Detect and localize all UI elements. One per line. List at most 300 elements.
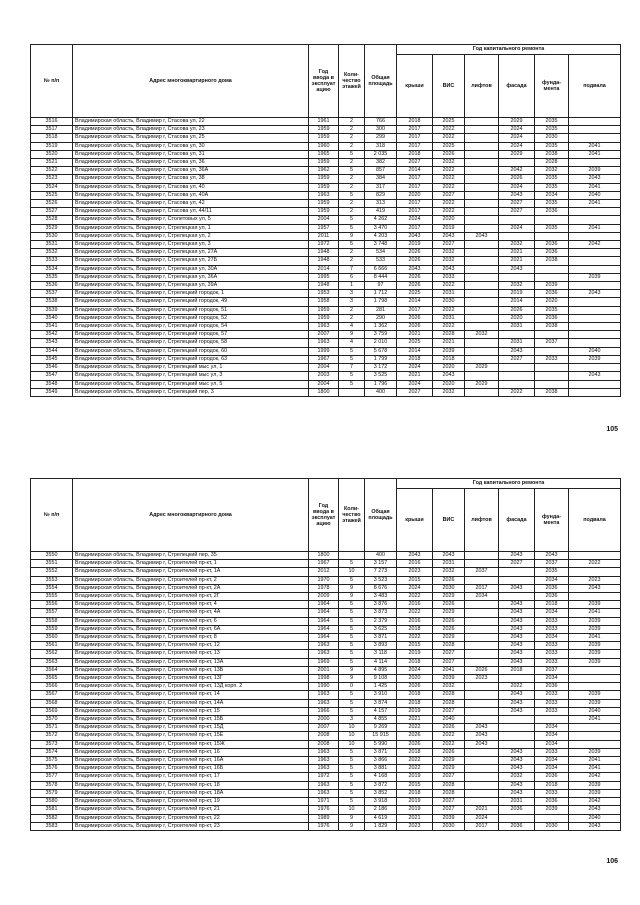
cell-lift (465, 642, 499, 650)
cell-basement: 2039 (569, 642, 621, 650)
cell-address: Владимирская область, Владимир г, Стрелецкая ул, 36А (73, 273, 309, 281)
cell-lift (465, 625, 499, 633)
cell-number: 3548 (31, 380, 73, 388)
cell-address: Владимирская область, Владимир г, Столетовых ул, 5 (73, 216, 309, 224)
cell-foundation: 2033 (535, 625, 569, 633)
cell-vis: 2020 (433, 216, 465, 224)
cell-lift (465, 609, 499, 617)
cell-foundation: 2033 (535, 355, 569, 363)
table-row (31, 552, 621, 560)
cell-foundation: 2035 (535, 568, 569, 576)
cell-lift (465, 658, 499, 666)
cell-roof: 2017 (397, 126, 433, 134)
cell-foundation (535, 265, 569, 273)
table-row (31, 290, 621, 298)
cell-year: 1948 (309, 282, 339, 290)
cell-number: 3579 (31, 789, 73, 797)
cell-area: 9 108 (365, 675, 397, 683)
cell-address: Владимирская область, Владимир г, Стасова ул, 40 (73, 183, 309, 191)
cell-basement: 2040 (569, 347, 621, 355)
table-row (31, 789, 621, 797)
repair-table (30, 44, 621, 397)
cell-address: Владимирская область, Владимир г, Строителей пр-кт, 1 (73, 560, 309, 568)
cell-vis: 2033 (433, 273, 465, 281)
cell-address: Владимирская область, Владимир г, Строителей пр-кт, 15Б (73, 716, 309, 724)
cell-floors: 2 (339, 208, 365, 216)
cell-number: 3525 (31, 191, 73, 199)
cell-address: Владимирская область, Владимир г, Стасова ул, 38 (73, 175, 309, 183)
header-lift: лифтов (465, 489, 499, 552)
cell-floors: 2 (339, 142, 365, 150)
cell-facade: 2043 (499, 781, 535, 789)
cell-floors: 5 (339, 789, 365, 797)
cell-facade: 2018 (499, 666, 535, 674)
cell-year: 1976 (309, 822, 339, 830)
cell-number: 3558 (31, 617, 73, 625)
cell-number: 3557 (31, 609, 73, 617)
cell-basement: 2043 (569, 584, 621, 592)
table-row (31, 748, 621, 756)
cell-roof: 2026 (397, 273, 433, 281)
cell-facade: 2026 (499, 306, 535, 314)
cell-lift: 2024 (465, 814, 499, 822)
cell-foundation: 2033 (535, 658, 569, 666)
cell-foundation: 2034 (535, 765, 569, 773)
table-row (31, 642, 621, 650)
cell-number: 3578 (31, 781, 73, 789)
cell-facade (499, 232, 535, 240)
cell-foundation: 2034 (535, 675, 569, 683)
cell-number: 3517 (31, 126, 73, 134)
cell-year: 2009 (309, 593, 339, 601)
cell-vis: 2026 (433, 625, 465, 633)
cell-address: Владимирская область, Владимир г, Стрелецкая ул, 30А (73, 265, 309, 273)
cell-number: 3537 (31, 290, 73, 298)
cell-year: 2004 (309, 216, 339, 224)
cell-lift: 2029 (465, 380, 499, 388)
cell-foundation: 2039 (535, 806, 569, 814)
cell-lift: 2026 (465, 666, 499, 674)
cell-area: 3 525 (365, 372, 397, 380)
cell-vis: 2020 (433, 364, 465, 372)
cell-number: 3581 (31, 806, 73, 814)
cell-floors (339, 552, 365, 560)
cell-number: 3556 (31, 601, 73, 609)
cell-number: 3550 (31, 552, 73, 560)
cell-roof: 2019 (397, 241, 433, 249)
cell-floors: 5 (339, 150, 365, 158)
cell-address: Владимирская область, Владимир г, Строителей пр-кт, 2А (73, 584, 309, 592)
cell-basement (569, 216, 621, 224)
cell-basement: 2041 (569, 609, 621, 617)
cell-basement: 2039 (569, 273, 621, 281)
cell-year: 2014 (309, 265, 339, 273)
cell-area: 317 (365, 183, 397, 191)
cell-lift: 2043 (465, 732, 499, 740)
cell-area: 6 666 (365, 265, 397, 273)
cell-area: 4 619 (365, 814, 397, 822)
cell-facade: 2026 (499, 175, 535, 183)
cell-year: 1963 (309, 323, 339, 331)
cell-foundation: 2033 (535, 617, 569, 625)
table-row (31, 634, 621, 642)
cell-lift (465, 208, 499, 216)
cell-floors: 5 (339, 617, 365, 625)
cell-basement (569, 364, 621, 372)
cell-roof: 2018 (397, 355, 433, 363)
cell-floors: 9 (339, 814, 365, 822)
table-body (31, 552, 621, 831)
cell-address: Владимирская область, Владимир г, Стрелецкий городок, 51 (73, 306, 309, 314)
cell-lift (465, 323, 499, 331)
cell-lift (465, 355, 499, 363)
cell-basement (569, 249, 621, 257)
cell-address: Владимирская область, Владимир г, Стасова ул, 30 (73, 142, 309, 150)
cell-facade: 2043 (499, 552, 535, 560)
cell-address: Владимирская область, Владимир г, Строителей пр-кт, 6А (73, 625, 309, 633)
cell-area: 3 881 (365, 765, 397, 773)
cell-facade: 2024 (499, 183, 535, 191)
cell-facade (499, 273, 535, 281)
cell-number: 3521 (31, 159, 73, 167)
cell-foundation: 2018 (535, 781, 569, 789)
cell-basement: 2039 (569, 748, 621, 756)
cell-address: Владимирская область, Владимир г, Стрелецкая ул, 2 (73, 232, 309, 240)
cell-facade (499, 380, 535, 388)
cell-year: 2000 (309, 716, 339, 724)
cell-facade: 2027 (499, 208, 535, 216)
cell-number: 3545 (31, 355, 73, 363)
cell-area: 3 910 (365, 691, 397, 699)
cell-number: 3518 (31, 134, 73, 142)
table-row (31, 773, 621, 781)
cell-vis: 2022 (433, 323, 465, 331)
cell-facade (499, 331, 535, 339)
table-row (31, 159, 621, 167)
cell-area: 3 874 (365, 699, 397, 707)
cell-number: 3551 (31, 560, 73, 568)
cell-vis: 2022 (433, 732, 465, 740)
cell-vis: 2028 (433, 789, 465, 797)
cell-facade: 2032 (499, 282, 535, 290)
cell-area: 15 915 (365, 732, 397, 740)
cell-vis: 2029 (433, 593, 465, 601)
cell-basement (569, 568, 621, 576)
cell-foundation (535, 347, 569, 355)
cell-vis: 2030 (433, 584, 465, 592)
cell-area: 290 (365, 314, 397, 322)
cell-floors: 5 (339, 601, 365, 609)
cell-vis: 2027 (433, 650, 465, 658)
cell-vis: 2027 (433, 806, 465, 814)
cell-floors: 5 (339, 355, 365, 363)
cell-floors: 5 (339, 609, 365, 617)
header-repair-group: Год капитального ремонта (397, 479, 621, 489)
cell-number: 3519 (31, 142, 73, 150)
table-row (31, 625, 621, 633)
cell-lift (465, 683, 499, 691)
cell-floors: 2 (339, 257, 365, 265)
cell-area: 400 (365, 552, 397, 560)
cell-number: 3569 (31, 707, 73, 715)
table-row (31, 658, 621, 666)
cell-basement: 2041 (569, 757, 621, 765)
cell-area: 534 (365, 249, 397, 257)
cell-foundation: 2037 (535, 339, 569, 347)
cell-lift: 2034 (465, 593, 499, 601)
cell-basement (569, 740, 621, 748)
table-row (31, 814, 621, 822)
table-row (31, 306, 621, 314)
cell-foundation: 2034 (535, 740, 569, 748)
header-number: № п/п (31, 479, 73, 552)
cell-foundation (535, 216, 569, 224)
cell-foundation: 2034 (535, 732, 569, 740)
cell-facade: 2022 (499, 388, 535, 396)
cell-floors: 10 (339, 568, 365, 576)
page-number: 105 (606, 426, 618, 433)
cell-area: 1 799 (365, 355, 397, 363)
cell-year: 1963 (309, 748, 339, 756)
cell-basement: 2042 (569, 241, 621, 249)
cell-address: Владимирская область, Владимир г, Стрелецкий мыс ул, 1 (73, 364, 309, 372)
cell-roof: 2015 (397, 642, 433, 650)
cell-number: 3559 (31, 625, 73, 633)
cell-lift (465, 167, 499, 175)
cell-roof: 2026 (397, 732, 433, 740)
cell-year: 1963 (309, 765, 339, 773)
cell-lift (465, 282, 499, 290)
cell-roof: 2016 (397, 601, 433, 609)
cell-foundation: 2035 (535, 200, 569, 208)
cell-lift: 2043 (465, 740, 499, 748)
cell-area: 3 918 (365, 798, 397, 806)
cell-roof: 2025 (397, 339, 433, 347)
cell-basement: 2043 (569, 806, 621, 814)
cell-basement: 2022 (569, 560, 621, 568)
cell-area: 3 523 (365, 576, 397, 584)
cell-roof: 2024 (397, 216, 433, 224)
cell-lift: 2017 (465, 822, 499, 830)
cell-lift (465, 224, 499, 232)
cell-foundation: 2032 (535, 167, 569, 175)
table-row (31, 617, 621, 625)
cell-floors: 4 (339, 339, 365, 347)
header-floors: Коли-чество этажей (339, 479, 365, 552)
cell-address: Владимирская область, Владимир г, Стрелецкий мыс ул, 3 (73, 372, 309, 380)
cell-address: Владимирская область, Владимир г, Строителей пр-кт, 13Б (73, 666, 309, 674)
cell-roof: 2026 (397, 282, 433, 290)
cell-floors: 9 (339, 666, 365, 674)
cell-address: Владимирская область, Владимир г, Строителей пр-кт, 14А (73, 699, 309, 707)
cell-number: 3570 (31, 716, 73, 724)
cell-area: 1 712 (365, 290, 397, 298)
header-year: Год ввода в эксплуат ацию (309, 479, 339, 552)
cell-vis: 2032 (433, 388, 465, 396)
cell-facade: 2043 (499, 650, 535, 658)
cell-foundation (535, 331, 569, 339)
cell-address: Владимирская область, Владимир г, Стасова ул, 42 (73, 200, 309, 208)
cell-basement: 2041 (569, 634, 621, 642)
cell-number: 3566 (31, 683, 73, 691)
cell-floors: 2 (339, 249, 365, 257)
cell-basement (569, 724, 621, 732)
header-foundation: фунда-мента (535, 55, 569, 118)
header-floors: Коли-чество этажей (339, 45, 365, 118)
cell-vis: 2022 (433, 306, 465, 314)
cell-address: Владимирская область, Владимир г, Строителей пр-кт, 15 (73, 707, 309, 715)
cell-vis: 2026 (433, 601, 465, 609)
cell-facade (499, 364, 535, 372)
cell-roof: 2018 (397, 625, 433, 633)
cell-vis: 2019 (433, 224, 465, 232)
cell-facade: 2043 (499, 757, 535, 765)
cell-address: Владимирская область, Владимир г, Строителей пр-кт, 13Д корп. 2 (73, 683, 309, 691)
cell-facade (499, 593, 535, 601)
cell-year: 1948 (309, 249, 339, 257)
cell-foundation: 2030 (535, 822, 569, 830)
cell-vis: 2026 (433, 724, 465, 732)
cell-floors: 5 (339, 380, 365, 388)
cell-foundation: 2018 (535, 601, 569, 609)
cell-roof: 2020 (397, 675, 433, 683)
table-row (31, 208, 621, 216)
cell-lift (465, 388, 499, 396)
cell-roof: 2018 (397, 789, 433, 797)
cell-facade: 2029 (499, 150, 535, 158)
cell-basement (569, 732, 621, 740)
cell-number: 3520 (31, 150, 73, 158)
cell-facade: 2021 (499, 249, 535, 257)
cell-address: Владимирская область, Владимир г, Стасова ул, 40А (73, 191, 309, 199)
table-row (31, 282, 621, 290)
cell-vis: 2022 (433, 126, 465, 134)
cell-address: Владимирская область, Владимир г, Стрелецкий городок, 52 (73, 314, 309, 322)
cell-basement: 2041 (569, 765, 621, 773)
table-row (31, 716, 621, 724)
cell-area: 3 871 (365, 748, 397, 756)
cell-number: 3563 (31, 658, 73, 666)
cell-foundation: 2036 (535, 584, 569, 592)
table-row (31, 757, 621, 765)
cell-basement: 2039 (569, 699, 621, 707)
cell-roof: 2027 (397, 159, 433, 167)
cell-lift (465, 372, 499, 380)
table-row (31, 134, 621, 142)
cell-foundation: 2038 (535, 257, 569, 265)
cell-address: Владимирская область, Владимир г, Стасова ул, 36 (73, 159, 309, 167)
cell-facade: 2043 (499, 691, 535, 699)
header-roof: крыши (397, 55, 433, 118)
cell-number: 3583 (31, 822, 73, 830)
cell-lift (465, 634, 499, 642)
cell-basement (569, 208, 621, 216)
cell-area: 7 273 (365, 568, 397, 576)
cell-foundation: 2038 (535, 388, 569, 396)
cell-basement (569, 118, 621, 126)
cell-roof: 2019 (397, 798, 433, 806)
cell-vis: 2031 (433, 314, 465, 322)
cell-area: 3 748 (365, 241, 397, 249)
cell-area: 5 678 (365, 347, 397, 355)
cell-basement (569, 552, 621, 560)
cell-vis: 2020 (433, 380, 465, 388)
cell-foundation: 2020 (535, 298, 569, 306)
cell-address: Владимирская область, Владимир г, Строителей пр-кт, 21 (73, 806, 309, 814)
cell-floors: 5 (339, 658, 365, 666)
cell-year: 1963 (309, 650, 339, 658)
cell-vis: 2026 (433, 748, 465, 756)
cell-floors: 9 (339, 331, 365, 339)
cell-address: Владимирская область, Владимир г, Строителей пр-кт, 2Г (73, 593, 309, 601)
cell-basement (569, 265, 621, 273)
cell-lift (465, 200, 499, 208)
cell-roof: 2024 (397, 380, 433, 388)
cell-floors: 2 (339, 183, 365, 191)
cell-floors: 5 (339, 560, 365, 568)
cell-roof: 2018 (397, 150, 433, 158)
cell-basement: 2041 (569, 716, 621, 724)
cell-area: 3 118 (365, 650, 397, 658)
table-row (31, 339, 621, 347)
cell-area: 4 895 (365, 666, 397, 674)
cell-area: 3 470 (365, 224, 397, 232)
cell-lift (465, 273, 499, 281)
cell-basement (569, 683, 621, 691)
cell-year: 2004 (309, 380, 339, 388)
cell-vis: 2027 (433, 191, 465, 199)
cell-facade: 2043 (499, 634, 535, 642)
cell-roof: 2017 (397, 208, 433, 216)
table-row (31, 699, 621, 707)
cell-vis: 2032 (433, 249, 465, 257)
cell-floors: 5 (339, 757, 365, 765)
page-number: 106 (606, 858, 618, 865)
cell-roof: 2043 (397, 265, 433, 273)
cell-basement: 2039 (569, 601, 621, 609)
cell-number: 3564 (31, 666, 73, 674)
cell-basement (569, 159, 621, 167)
cell-vis: 2032 (433, 568, 465, 576)
header-basement: подвала (569, 489, 621, 552)
cell-address: Владимирская область, Владимир г, Стасова ул, 22 (73, 118, 309, 126)
cell-number: 3529 (31, 224, 73, 232)
cell-area: 3 872 (365, 781, 397, 789)
cell-roof: 2021 (397, 331, 433, 339)
cell-floors: 7 (339, 364, 365, 372)
cell-roof: 2021 (397, 716, 433, 724)
cell-address: Владимирская область, Владимир г, Строителей пр-кт, 4А (73, 609, 309, 617)
cell-roof: 2026 (397, 683, 433, 691)
cell-roof: 2016 (397, 617, 433, 625)
cell-area: 2 035 (365, 150, 397, 158)
cell-number: 3536 (31, 282, 73, 290)
cell-number: 3543 (31, 339, 73, 347)
cell-facade: 2043 (499, 625, 535, 633)
cell-facade (499, 568, 535, 576)
cell-area: 3 625 (365, 625, 397, 633)
header-address: Адрес многоквартирного дома (73, 479, 309, 552)
cell-lift (465, 134, 499, 142)
cell-basement (569, 323, 621, 331)
cell-number: 3577 (31, 773, 73, 781)
table-row (31, 707, 621, 715)
cell-area: 829 (365, 191, 397, 199)
cell-foundation: 2033 (535, 748, 569, 756)
cell-number: 3568 (31, 699, 73, 707)
cell-area: 2 010 (365, 339, 397, 347)
cell-address: Владимирская область, Владимир г, Строителей пр-кт, 15Д (73, 724, 309, 732)
